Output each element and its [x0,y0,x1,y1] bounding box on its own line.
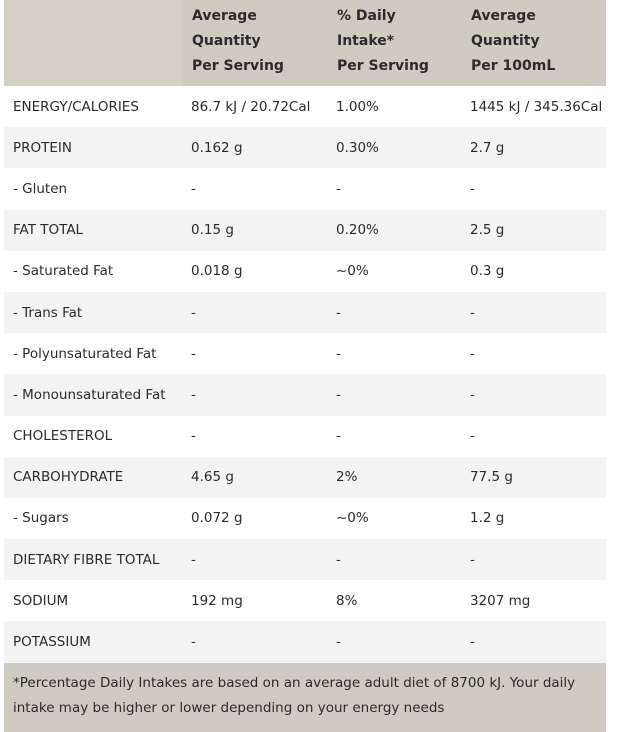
table-row [4,86,606,127]
nutrient-name: SODIUM [4,580,182,621]
nutrition-table [4,0,606,732]
table-row [4,374,606,415]
per-100ml-value: 3207 mg [461,580,606,621]
table-row [4,539,606,580]
table-row [4,251,606,292]
per-serving-value: 86.7 kJ / 20.72Cal [182,86,327,127]
table-row [4,457,606,498]
per-100ml-value: 2.7 g [461,127,606,168]
per-100ml-value: - [461,292,606,333]
nutrition-panel [4,0,606,732]
table-body [4,86,606,663]
table-row [4,621,606,662]
header-per-100ml-line1: Average Quantity [471,8,540,49]
per-serving-value: 0.15 g [182,210,327,251]
nutrient-name: - Saturated Fat [4,251,182,292]
per-serving-value: 0.162 g [182,127,327,168]
nutrient-name: - Gluten [4,168,182,209]
header-per-serving [182,0,327,86]
per-serving-value: 4.65 g [182,457,327,498]
per-100ml-value: - [461,168,606,209]
table-row [4,127,606,168]
per-100ml-value: 1.2 g [461,498,606,539]
daily-intake-value: 0.20% [327,210,461,251]
table-header [4,0,606,86]
per-serving-value: - [182,168,327,209]
nutrient-name: - Monounsaturated Fat [4,374,182,415]
per-100ml-value: 0.3 g [461,251,606,292]
nutrient-name: CHOLESTEROL [4,416,182,457]
table-row [4,333,606,374]
daily-intake-value: 0.30% [327,127,461,168]
header-per-100ml-line2: Per 100mL [471,58,556,74]
nutrient-name: CARBOHYDRATE [4,457,182,498]
daily-intake-value: - [327,621,461,662]
per-100ml-value: - [461,621,606,662]
daily-intake-value: ~0% [327,498,461,539]
nutrient-name: FAT TOTAL [4,210,182,251]
per-100ml-value: 77.5 g [461,457,606,498]
daily-intake-value: - [327,416,461,457]
nutrient-name: DIETARY FIBRE TOTAL [4,539,182,580]
per-serving-value: 0.072 g [182,498,327,539]
header-daily-intake-line2: Per Serving [337,58,429,74]
table-row [4,580,606,621]
daily-intake-value: 1.00% [327,86,461,127]
per-100ml-value: 2.5 g [461,210,606,251]
nutrient-name: - Sugars [4,498,182,539]
per-serving-value: - [182,374,327,415]
daily-intake-value: 2% [327,457,461,498]
per-100ml-value: 1445 kJ / 345.36Cal [461,86,606,127]
per-100ml-value: - [461,539,606,580]
daily-intake-value: ~0% [327,251,461,292]
per-serving-value: - [182,621,327,662]
per-100ml-value: - [461,333,606,374]
per-100ml-value: - [461,374,606,415]
header-per-100ml [461,0,606,86]
table-row [4,168,606,209]
per-serving-value: - [182,539,327,580]
nutrient-name: ENERGY/CALORIES [4,86,182,127]
table-row [4,210,606,251]
table-row [4,292,606,333]
daily-intake-value: - [327,374,461,415]
per-serving-value: 0.018 g [182,251,327,292]
table-row [4,416,606,457]
table-row [4,498,606,539]
daily-intake-value: - [327,333,461,374]
header-daily-intake [327,0,461,86]
nutrient-name: POTASSIUM [4,621,182,662]
daily-intake-value: 8% [327,580,461,621]
footnote: *Percentage Daily Intakes are based on an average adult diet of 8700 kJ. Your daily intake may be higher or lower depending on your energy needs [4,663,606,732]
daily-intake-value: - [327,292,461,333]
per-serving-value: 192 mg [182,580,327,621]
per-serving-value: - [182,292,327,333]
nutrient-name: - Trans Fat [4,292,182,333]
per-serving-value: - [182,416,327,457]
header-per-serving-line1: Average Quantity [192,8,261,49]
daily-intake-value: - [327,168,461,209]
header-daily-intake-line1: % Daily Intake* [337,8,396,49]
daily-intake-value: - [327,539,461,580]
nutrient-name: - Polyunsaturated Fat [4,333,182,374]
header-per-serving-line2: Per Serving [192,58,284,74]
header-nutrient [4,0,182,86]
per-serving-value: - [182,333,327,374]
per-100ml-value: - [461,416,606,457]
nutrient-name: PROTEIN [4,127,182,168]
